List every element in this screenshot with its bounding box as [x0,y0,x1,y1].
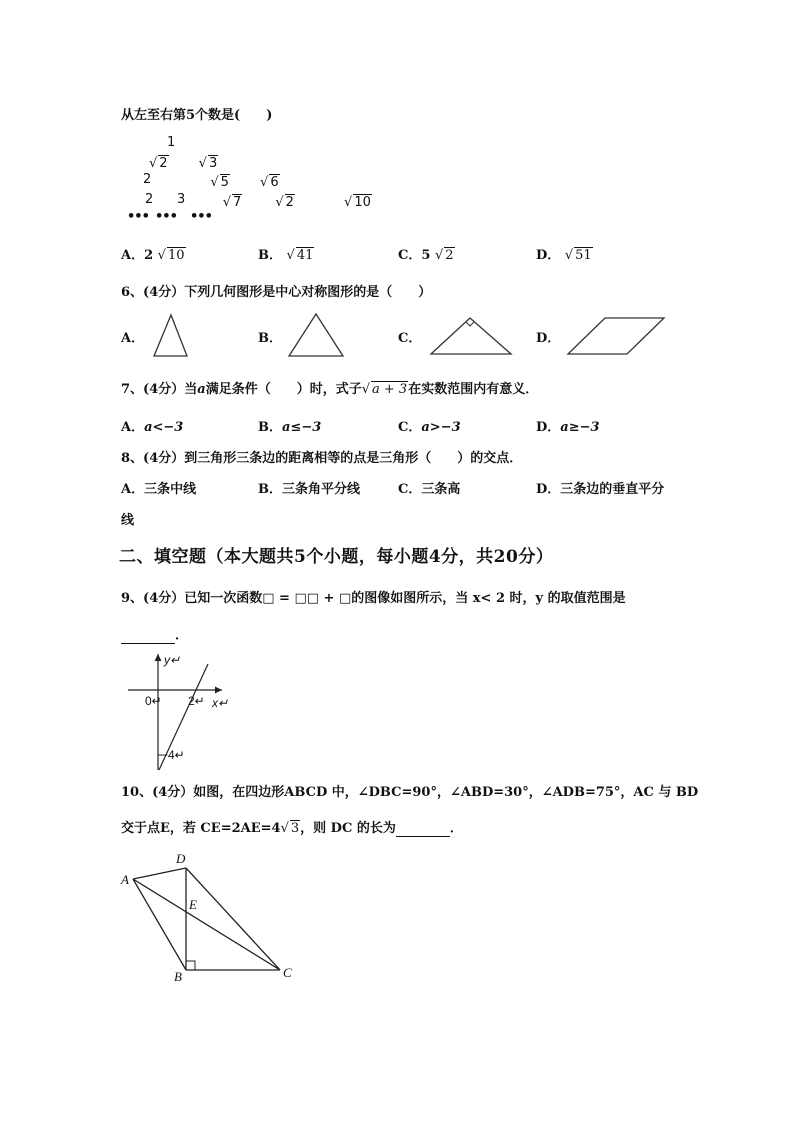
right-angle-b-mark [186,961,195,970]
graph-x-mark: 2↵ [188,694,205,708]
point-b-label: B [174,969,182,984]
q6-label-c: C． [398,331,422,346]
q8-option-d-wrap: 线 [121,513,135,528]
q6-label-d: D． [536,331,561,346]
graph-y-mark: −4↵ [161,748,185,762]
q6-stem: 6、(4分）下列几何图形是中心对称图形的是（ ） [121,285,432,300]
segment-ab [133,879,186,970]
q8-option-c: C．三条高 [398,482,461,497]
graph-origin-label: 0↵ [145,694,162,708]
q7-stem: 7、(4分）当a满足条件（ ）时，式子√ a + 3在实数范围内有意义． [121,382,539,397]
point-e-label: E [189,897,197,912]
tri-sqrt10: √ 10 [344,195,371,210]
point-c-label: C [283,965,292,980]
segment-dc [186,868,280,970]
q5-option-b: B． √ 41 [258,248,314,263]
q9-stem: 9、(4分）已知一次函数□ = □□ + □的图像如图所示，当 x< 2 时，y 的取值范围是 [121,591,626,606]
tri-2coef: 2 [145,192,154,207]
tri-dots-3: ••• [190,209,212,224]
q8-stem: 8、(4分）到三角形三条边的距离相等的点是三角形（ ）的交点． [121,451,523,466]
point-a-label: A [121,872,129,887]
q8-option-a: A．三条中线 [121,482,197,497]
q7-option-d: D．a≥−3 [536,420,600,435]
tri-sqrt6: √ 6 [260,175,279,190]
graph-x-label: x↵ [212,696,229,710]
tri-sqrt5: √ 5 [210,175,229,190]
segment-ac [133,879,280,970]
q5-stem: 从左至右第5个数是( ) [121,108,273,123]
q10-line1: 10、(4分）如图，在四边形ABCD 中，∠DBC=90°，∠ABD=30°，∠ADB=75°，AC 与 BD [121,785,699,800]
q7-option-b: B．a≤−3 [258,420,322,435]
tri-sqrt3: √ 3 [198,156,218,171]
q7-option-c: C．a>−3 [398,420,461,435]
q5-option-a: A．2 √ 10 [121,248,185,263]
q9-answer-blank: ． [121,624,188,644]
graph-y-label: y↵ [164,653,181,667]
section-title: 二、填空题（本大题共5个小题，每小题4分，共20分） [119,547,554,567]
tri-dots-1: ••• [127,209,149,224]
tri-2: 2 [143,172,152,187]
q6-label-b: B． [258,331,282,346]
q8-option-b: B．三条角平分线 [258,482,360,497]
q7-option-a: A．a<−3 [121,420,184,435]
tri-sqrt2b: √ 2 [275,195,294,210]
tri-sqrt2: √ 2 [149,156,168,171]
segment-ad [133,868,186,879]
q6-label-a: A． [121,331,145,346]
tri-3: 3 [177,192,186,207]
tri-sqrt7: √ 7 [222,195,242,210]
tri-dots-2: ••• [155,209,177,224]
tri-1: 1 [167,135,176,150]
q5-option-d: D． √ 51 [536,248,592,263]
q10-line2: 交于点E，若 CE=2AE=4√ 3，则 DC 的长为 ． [121,821,463,836]
q8-option-d: D．三条边的垂直平分 [536,482,665,497]
point-d-label: D [176,851,186,866]
q5-option-c: C．5 √ 2 [398,248,454,263]
